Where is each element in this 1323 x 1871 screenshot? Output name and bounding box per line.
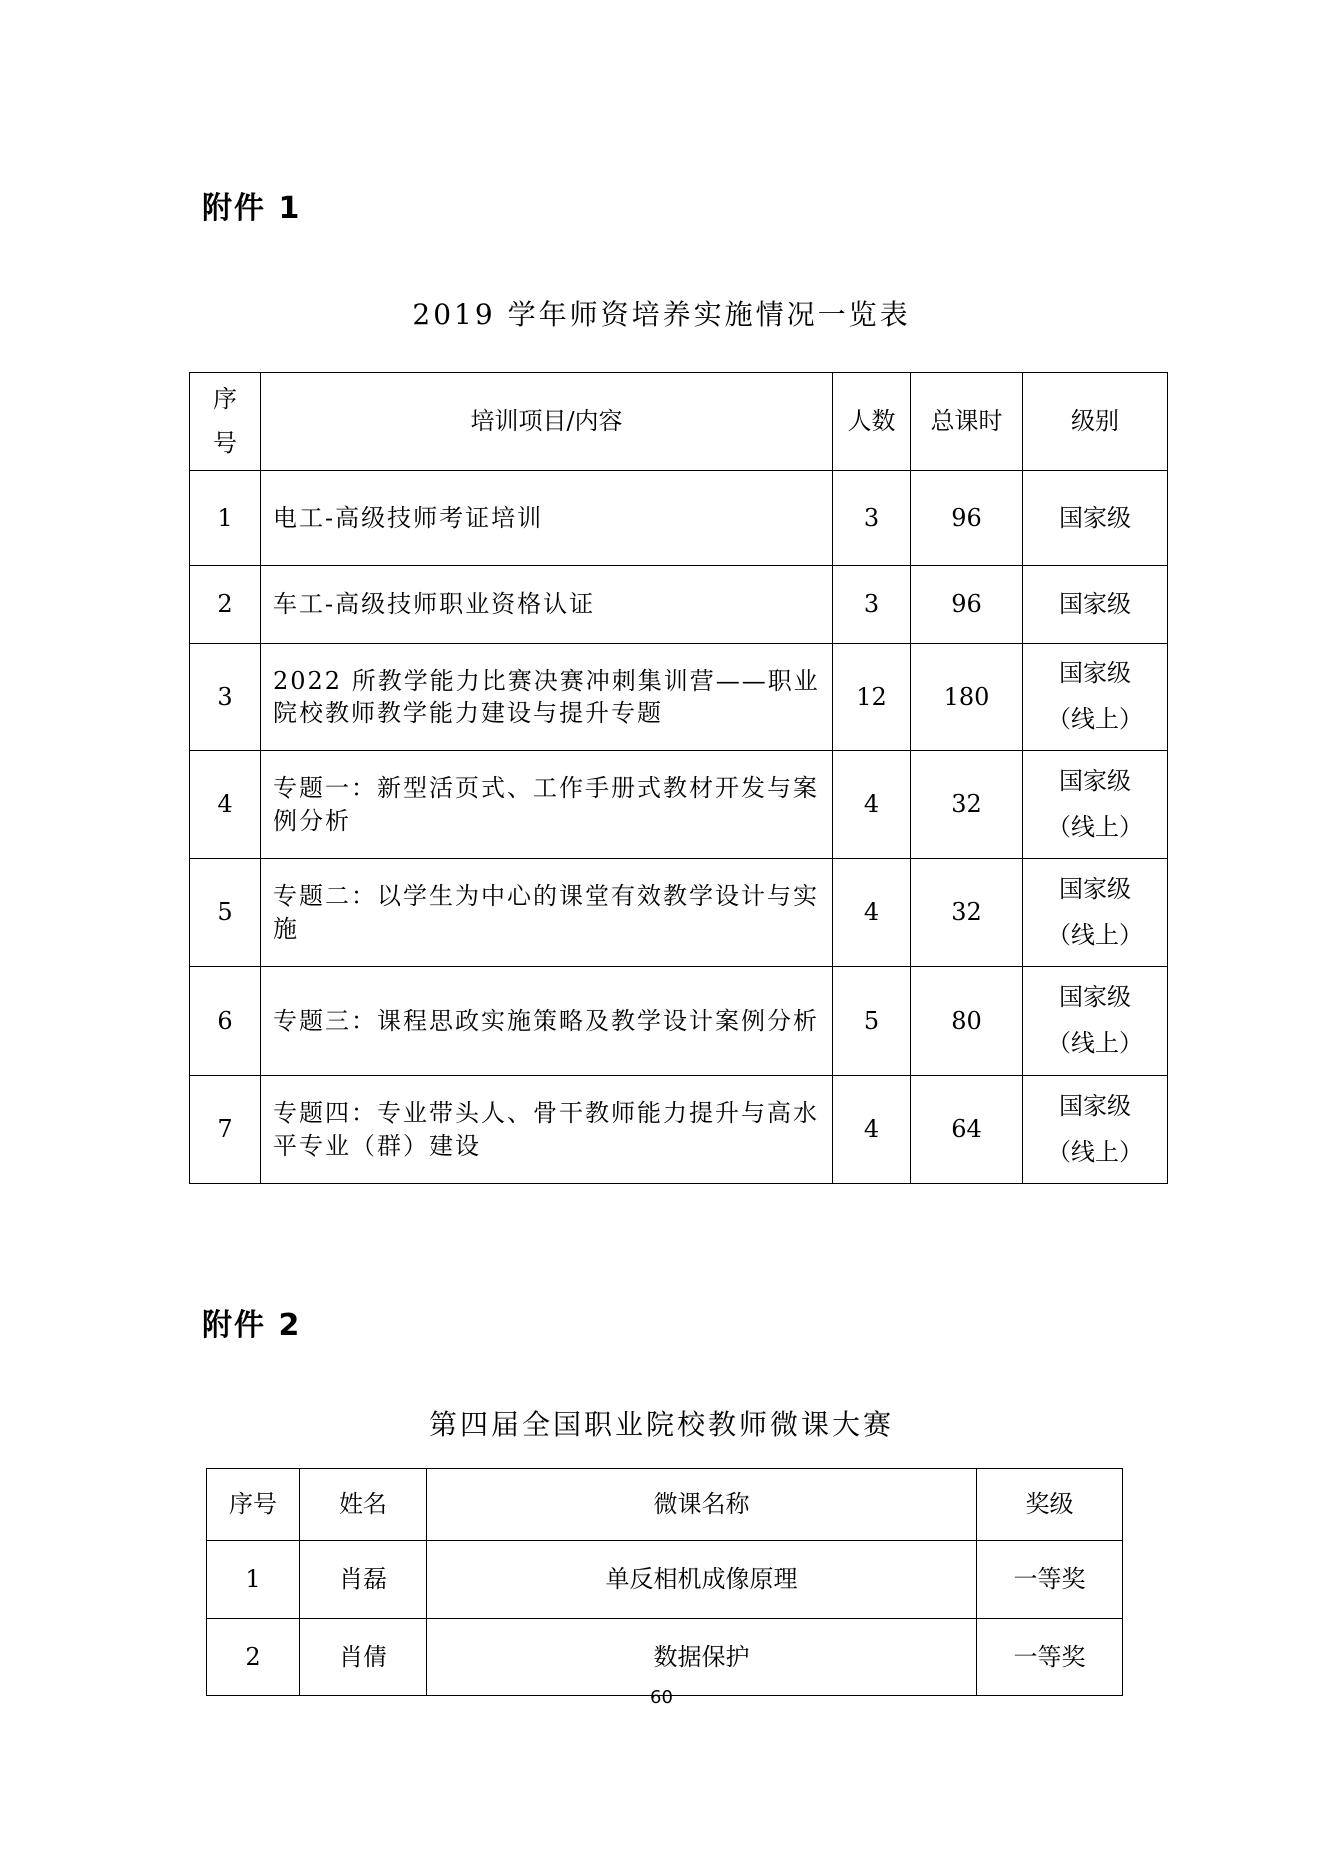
row-seq: 2	[190, 566, 261, 644]
row-course: 数据保护	[427, 1619, 977, 1696]
header-award: 奖级	[977, 1469, 1123, 1541]
row-seq: 4	[190, 751, 261, 859]
table-header-row	[190, 373, 1168, 471]
micro-course-table	[206, 1468, 1123, 1696]
training-table	[189, 372, 1168, 1184]
header-item: 培训项目/内容	[261, 373, 833, 471]
row-hours: 96	[911, 471, 1023, 566]
row-level: 国家级	[1023, 471, 1168, 566]
row-hours: 96	[911, 566, 1023, 644]
table-row	[190, 471, 1168, 566]
header-hours: 总课时	[911, 373, 1023, 471]
table-row	[190, 566, 1168, 644]
row-item: 专题三：课程思政实施策略及教学设计案例分析	[261, 967, 833, 1076]
row-hours: 80	[911, 967, 1023, 1076]
row-hours: 180	[911, 644, 1023, 751]
table-row	[207, 1541, 1123, 1619]
row-people: 4	[833, 1076, 911, 1184]
row-item: 专题四：专业带头人、骨干教师能力提升与高水平专业（群）建设	[261, 1076, 833, 1184]
table-row	[190, 644, 1168, 751]
row-level: 国家级 （线上）	[1023, 644, 1168, 751]
row-level: 国家级 （线上）	[1023, 751, 1168, 859]
row-people: 5	[833, 967, 911, 1076]
row-item: 专题一：新型活页式、工作手册式教材开发与案例分析	[261, 751, 833, 859]
row-course: 单反相机成像原理	[427, 1541, 977, 1619]
row-seq: 3	[190, 644, 261, 751]
row-people: 4	[833, 859, 911, 967]
table-2-title: 第四届全国职业院校教师微课大赛	[428, 1408, 894, 1441]
row-people: 4	[833, 751, 911, 859]
row-item: 专题二：以学生为中心的课堂有效教学设计与实施	[261, 859, 833, 967]
row-seq: 5	[190, 859, 261, 967]
table-row	[190, 751, 1168, 859]
row-award: 一等奖	[977, 1619, 1123, 1696]
row-hours: 64	[911, 1076, 1023, 1184]
attachment-1-label: 附件 1	[202, 191, 302, 226]
attachment-2-label: 附件 2	[202, 1308, 302, 1343]
row-award: 一等奖	[977, 1541, 1123, 1619]
row-level: 国家级 （线上）	[1023, 967, 1168, 1076]
table-header-row	[207, 1469, 1123, 1541]
header-course: 微课名称	[427, 1469, 977, 1541]
row-seq: 6	[190, 967, 261, 1076]
row-item: 车工-高级技师职业资格认证	[261, 566, 833, 644]
row-people: 3	[833, 471, 911, 566]
row-people: 12	[833, 644, 911, 751]
row-hours: 32	[911, 859, 1023, 967]
row-name: 肖倩	[300, 1619, 427, 1696]
header-level: 级别	[1023, 373, 1168, 471]
row-seq: 1	[207, 1541, 300, 1619]
row-name: 肖磊	[300, 1541, 427, 1619]
table-row	[190, 967, 1168, 1076]
row-seq: 2	[207, 1619, 300, 1696]
row-hours: 32	[911, 751, 1023, 859]
table-row	[190, 859, 1168, 967]
table-1-title: 2019 学年师资培养实施情况一览表	[412, 298, 911, 331]
row-level: 国家级 （线上）	[1023, 1076, 1168, 1184]
row-level: 国家级 （线上）	[1023, 859, 1168, 967]
table-row	[190, 1076, 1168, 1184]
header-name: 姓名	[300, 1469, 427, 1541]
row-level: 国家级	[1023, 566, 1168, 644]
page-number: 60	[650, 1687, 673, 1708]
row-item: 电工-高级技师考证培训	[261, 471, 833, 566]
row-seq: 1	[190, 471, 261, 566]
row-item: 2022 所教学能力比赛决赛冲刺集训营——职业院校教师教学能力建设与提升专题	[261, 644, 833, 751]
table-row	[207, 1619, 1123, 1696]
header-seq: 序号	[207, 1469, 300, 1541]
row-people: 3	[833, 566, 911, 644]
header-seq: 序 号	[190, 373, 261, 471]
row-seq: 7	[190, 1076, 261, 1184]
header-people: 人数	[833, 373, 911, 471]
